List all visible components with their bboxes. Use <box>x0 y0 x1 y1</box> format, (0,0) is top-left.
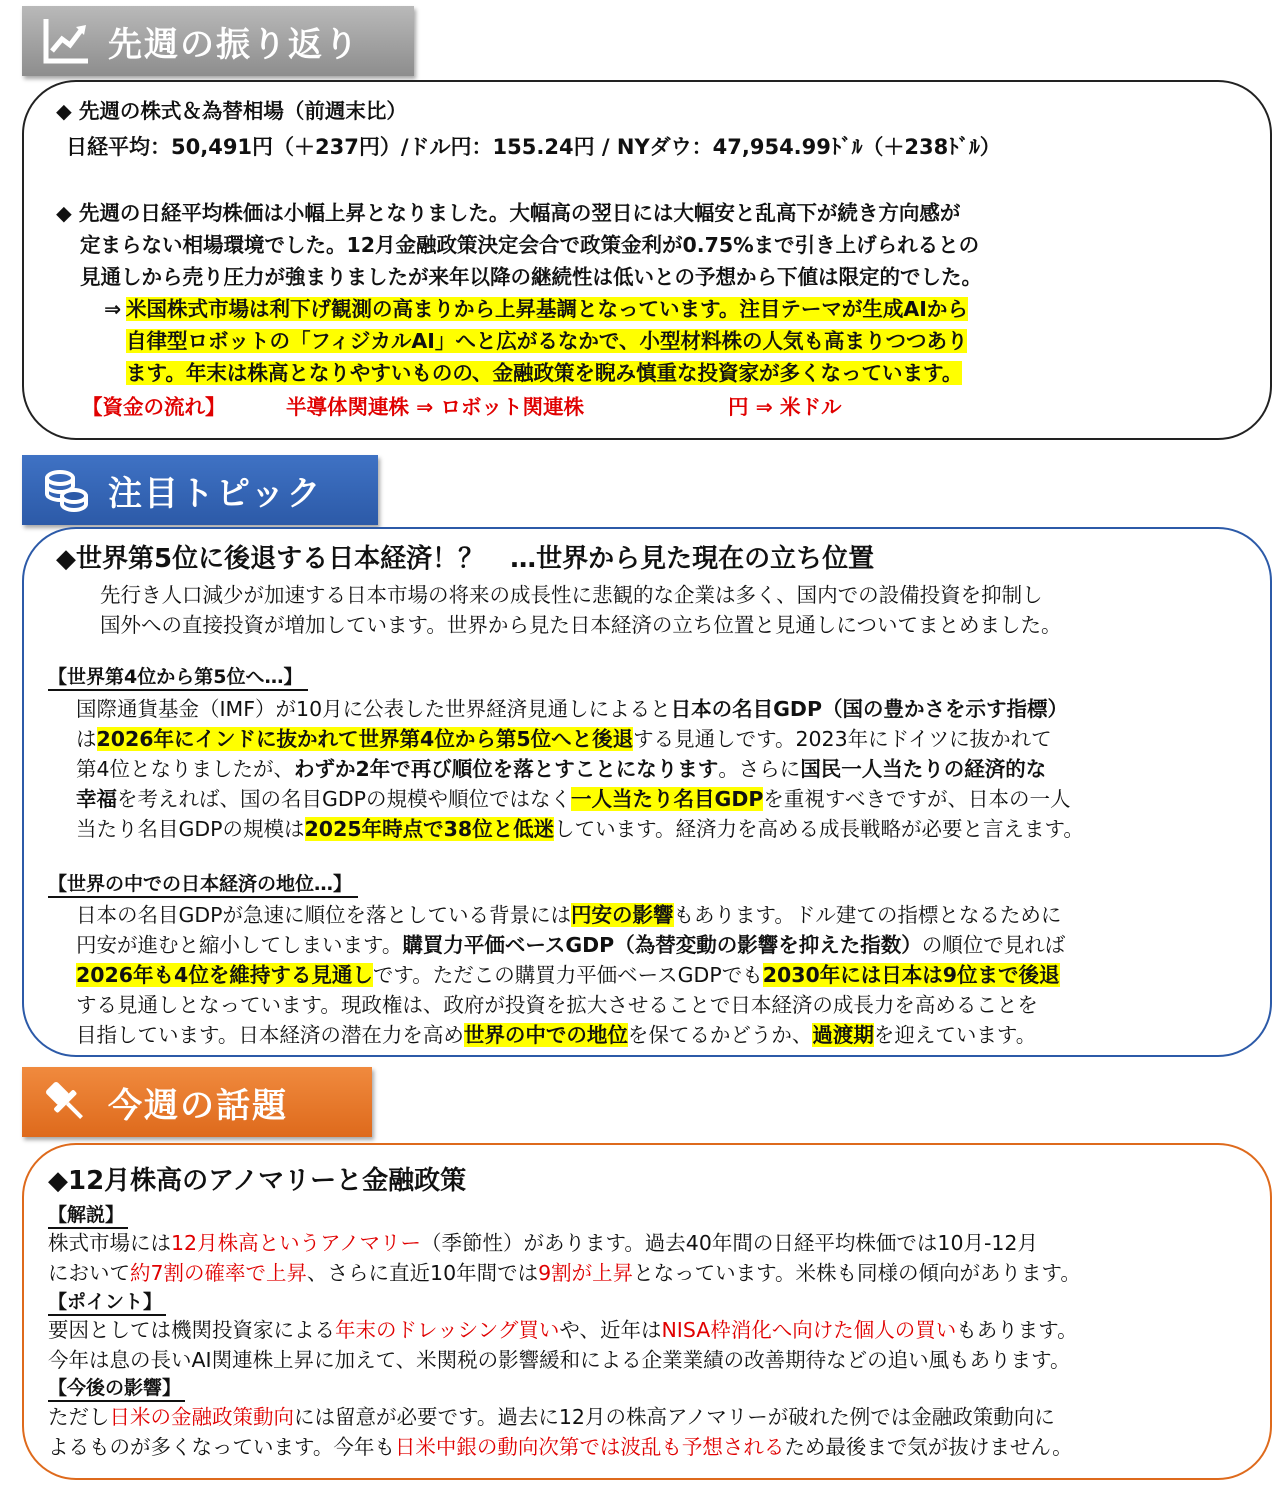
topic-subheading-position: 【世界の中での日本経済の地位…】 <box>48 872 358 898</box>
us-market-highlight-line: 自律型ロボットの「フィジカルAI」へと広がるなかで、小型材料株の人気も高まりつつあり <box>126 329 968 353</box>
topic-rank-line-3: 第4位となりましたが、わずか2年で再び順位を落とすことになります。さらに国民一人当たりの経済的な <box>76 757 1047 781</box>
topic-section-title: 注目トピック <box>108 473 323 514</box>
weekly-explanation-line-2: において約7割の確率で上昇、さらに直近10年間では9割が上昇となっています。米株も同様の傾向があります。 <box>48 1261 1081 1285</box>
arrow-mark: ⇒ <box>104 297 122 321</box>
weekly-impact-line-2: よるものが多くなっています。今年も日米中銀の動向次第では波乱も予想されるため最後まで気が抜けません。 <box>48 1435 1073 1459</box>
topic-subheading-rank: 【世界第4位から第5位へ…】 <box>48 665 308 691</box>
weekly-subheading-point: 【ポイント】 <box>48 1290 166 1316</box>
topic-section-tab <box>22 455 378 525</box>
weekly-section-title: 今週の話題 <box>108 1085 288 1126</box>
weekly-point-line-2: 今年は息の長いAI関連株上昇に加えて、米関税の影響緩和による企業業績の改善期待などの追い風もあります。 <box>48 1348 1071 1372</box>
review-section-tab <box>22 6 414 76</box>
topic-rank-line-1: 国際通貨基金（IMF）が10月に公表した世界経済見通しによると日本の名目GDP（国の豊かさを示す指標） <box>76 697 1068 721</box>
topic-position-line-1: 日本の名目GDPが急速に順位を落としている背景には円安の影響もあります。ドル建ての指標となるために <box>76 903 1062 927</box>
pushpin-icon <box>38 1074 94 1130</box>
topic-position-line-3: 2026年も4位を維持する見通しです。ただこの購買力平価ベースGDPでも2030年には日本は9位まで後退 <box>76 963 1060 987</box>
money-flow-label: 【資金の流れ】 <box>82 395 226 419</box>
weekly-explanation-line-1: 株式市場には12月株高というアノマリー（季節性）があります。過去40年間の日経平均株価では10月-12月 <box>48 1231 1038 1255</box>
coins-icon <box>38 462 94 518</box>
topic-position-line-5: 目指しています。日本経済の潜在力を高め世界の中での地位を保てるかどうか、過渡期を迎えています。 <box>76 1023 1037 1047</box>
topic-rank-line-4: 幸福を考えれば、国の名目GDPの規模や順位ではなく一人当たり名目GDPを重視すべきですが、日本の一人 <box>76 787 1071 811</box>
topic-intro-line: 国外への直接投資が増加しています。世界から見た日本経済の立ち位置と見通しについてまとめました。 <box>100 613 1062 637</box>
money-flow-stocks: 半導体関連株 ⇒ ロボット関連株 <box>286 395 584 419</box>
weekly-subheading-explanation: 【解説】 <box>48 1203 128 1229</box>
topic-intro-line: 先行き人口減少が加速する日本市場の将来の成長性に悲観的な企業は多く、国内での設備投資を抑制し <box>100 583 1043 607</box>
weekly-section-tab <box>22 1067 372 1137</box>
review-section-title: 先週の振り返り <box>108 24 360 65</box>
weekly-headline: ◆12月株高のアノマリーと金融政策 <box>48 1166 467 1196</box>
money-flow-currency: 円 ⇒ 米ドル <box>728 395 842 419</box>
weekly-point-line-1: 要因としては機関投資家による年末のドレッシング買いや、近年はNISA枠消化へ向けた個人の買いもあります。 <box>48 1318 1078 1342</box>
line-chart-icon <box>38 13 94 69</box>
weekly-impact-line-1: ただし日米の金融政策動向には留意が必要です。過去に12月の株高アノマリーが破れた例では金融政策動向に <box>48 1405 1055 1429</box>
review-para-line: 見通しから売り圧力が強まりましたが来年以降の継続性は低いとの予想から下値は限定的でした。 <box>80 265 982 289</box>
topic-headline: ◆世界第5位に後退する日本経済！？ …世界から見た現在の立ち位置 <box>56 544 875 574</box>
review-para-line: 定まらない相場環境でした。12月金融政策決定会合で政策金利が0.75%まで引き上げられるとの <box>80 233 980 257</box>
review-para-line: ◆ 先週の日経平均株価は小幅上昇となりました。大幅高の翌日には大幅安と乱高下が続き方向感が <box>56 201 961 225</box>
topic-position-line-2: 円安が進むと縮小してしまいます。購買力平価ベースGDP（為替変動の影響を抑えた指数）の順位で見れば <box>76 933 1066 957</box>
topic-position-line-4: する見通しとなっています。現政権は、政府が投資を拡大させることで日本経済の成長力を高めることを <box>76 993 1038 1017</box>
us-market-highlight-line: ます。年末は株高となりやすいものの、金融政策を睨み慎重な投資家が多くなっています。 <box>126 361 963 385</box>
market-values: 日経平均：50,491円（＋237円）/ドル円：155.24円 / NYダウ：47,954.99ﾄﾞﾙ（＋238ﾄﾞﾙ） <box>66 135 1001 159</box>
weekly-subheading-impact: 【今後の影響】 <box>48 1376 185 1402</box>
market-header: ◆ 先週の株式＆為替相場（前週末比） <box>56 99 407 123</box>
topic-rank-line-2: は2026年にインドに抜かれて世界第4位から第5位へと後退する見通しです。2023年にドイツに抜かれて <box>76 727 1052 751</box>
topic-rank-line-5: 当たり名目GDPの規模は2025年時点で38位と低迷しています。経済力を高める成長戦略が必要と言えます。 <box>76 817 1084 841</box>
us-market-highlight-line: 米国株式市場は利下げ観測の高まりから上昇基調となっています。注目テーマが生成AIから <box>126 297 968 321</box>
